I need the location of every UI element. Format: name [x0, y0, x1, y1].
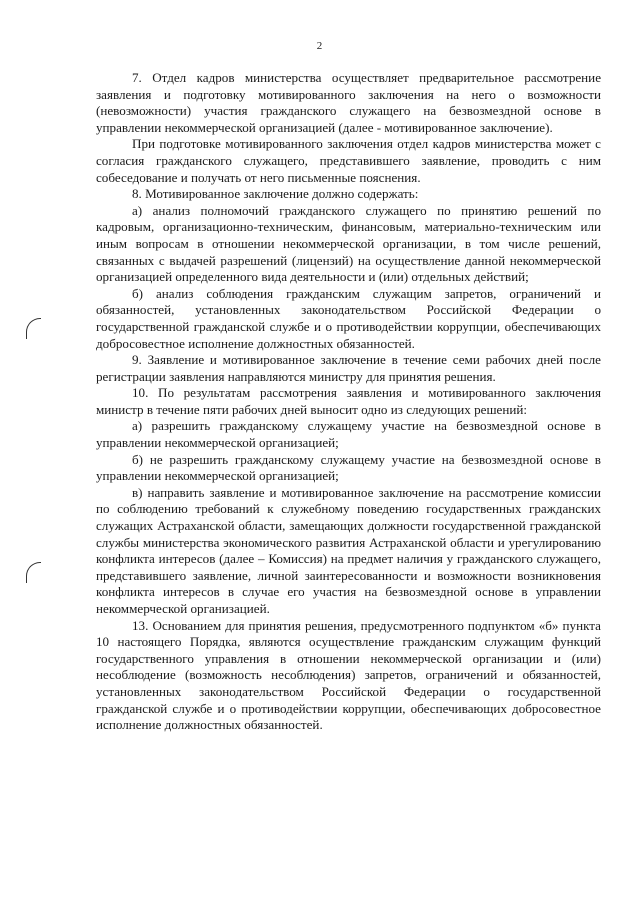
binder-hole-mark	[26, 318, 41, 339]
paragraph-7: 7. Отдел кадров министерства осуществляет предварительное рассмотрение заявления и подготовку мотивированного заключения на него о возможности (невозможности) участия гражданского служащего на безвозмездной основе в управлении некоммерческой организацией (далее - мотивированное заключение).	[96, 70, 601, 135]
paragraph-8b: б) анализ соблюдения гражданским служащим запретов, ограничений и обязанностей, установленных законодательством Российской Федерации о государственной гражданской службе и о противодействии коррупции, обеспечивающих добросовестное исполнение должностных обязанностей.	[96, 285, 601, 351]
page-number: 2	[316, 40, 323, 52]
document-body	[96, 70, 601, 734]
paragraph-10a: а) разрешить гражданскому служащему участие на безвозмездной основе в управлении некоммерческой организацией;	[96, 418, 601, 451]
paragraph-10: 10. По результатам рассмотрения заявления и мотивированного заключения министр в течение пяти рабочих дней выносит одно из следующих решений:	[96, 385, 601, 417]
paragraph-10b: б) не разрешить гражданскому служащему участие на безвозмездной основе в управлении некоммерческой организацией;	[96, 451, 601, 484]
paragraph-9: 9. Заявление и мотивированное заключение в течение семи рабочих дней после регистрации заявления направляются министру для принятия решения.	[96, 352, 601, 384]
paragraph-8: 8. Мотивированное заключение должно содержать:	[132, 186, 419, 202]
binder-hole-mark	[26, 562, 41, 583]
paragraph-10v: в) направить заявление и мотивированное заключение на рассмотрение комиссии по соблюдению требований к служебному поведению государственных гражданских служащих Астраханской области, замещающих должности государственной гражданской службы министерства экономического развития Астраханской области и урегулированию конфликта интересов (далее – Комиссия) на предмет наличия у гражданского служащего, представившего заявление, личной заинтересованности и возможности возникновения конфликта интересов в случае его участия на безвозмездной основе в управлении некоммерческой организацией.	[96, 484, 601, 616]
paragraph-8a: а) анализ полномочий гражданского служащего по принятию решений по кадровым, организационно-техническим, финансовым, материально-техническим или иным вопросам в отношении некоммерческой организации, в том числе решений, связанных с выдачей разрешений (лицензий) на осуществление данной некоммерческой организацией определенного вида деятельности и (или) отдельных действий;	[96, 202, 601, 285]
paragraph-13: 13. Основанием для принятия решения, предусмотренного подпунктом «б» пункта 10 настоящего Порядка, являются осуществление гражданским служащим функций государственного управления в отношении некоммерческой организации и (или) несоблюдение (возможность несоблюдения) запретов, ограничений и обязанностей, установленных законодательством Российской Федерации о государственной гражданской службе и о противодействии коррупции, обеспечивающих добросовестное исполнение должностных обязанностей.	[96, 617, 601, 733]
paragraph-7-continuation: При подготовке мотивированного заключения отдел кадров министерства может с согласия гражданского служащего, представившего заявление, проводить с ним собеседование и получать от него письменные пояснения.	[96, 136, 601, 185]
